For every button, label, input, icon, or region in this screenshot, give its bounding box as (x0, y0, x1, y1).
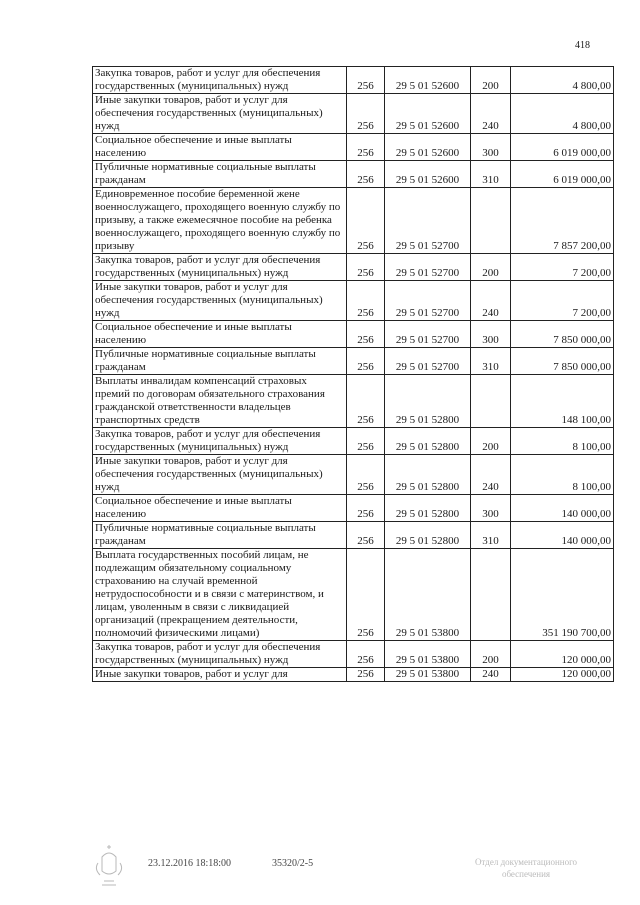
vr-code: 300 (471, 134, 511, 161)
ved-code: 256 (347, 668, 385, 682)
table-row (93, 254, 614, 281)
department-stamp (446, 856, 606, 886)
item-name: Публичные нормативные социальные выплаты гражданам (93, 522, 347, 549)
amount: 4 800,00 (511, 94, 614, 134)
csr-code: 29 5 01 53800 (385, 641, 471, 668)
item-name: Закупка товаров, работ и услуг для обеспечения государственных (муниципальных) нужд (93, 641, 347, 668)
amount: 4 800,00 (511, 67, 614, 94)
ved-code: 256 (347, 188, 385, 254)
table-row (93, 321, 614, 348)
vr-code (471, 188, 511, 254)
stamp-line: Отдел документационного (474, 857, 578, 867)
table-row (93, 348, 614, 375)
amount: 140 000,00 (511, 495, 614, 522)
ved-code: 256 (347, 321, 385, 348)
item-name: Социальное обеспечение и иные выплаты населению (93, 495, 347, 522)
stamp-line: обеспечения (501, 869, 551, 879)
amount: 140 000,00 (511, 522, 614, 549)
vr-code: 240 (471, 668, 511, 682)
vr-code: 200 (471, 428, 511, 455)
table-row (93, 641, 614, 668)
table-row (93, 188, 614, 254)
csr-code: 29 5 01 53800 (385, 668, 471, 682)
vr-code: 310 (471, 348, 511, 375)
item-name: Закупка товаров, работ и услуг для обеспечения государственных (муниципальных) нужд (93, 67, 347, 94)
ved-code: 256 (347, 161, 385, 188)
ved-code: 256 (347, 455, 385, 495)
ved-code: 256 (347, 641, 385, 668)
ved-code: 256 (347, 549, 385, 641)
table-row (93, 161, 614, 188)
ved-code: 256 (347, 348, 385, 375)
amount: 148 100,00 (511, 375, 614, 428)
footer-doc-number: 35320/2-5 (272, 858, 314, 869)
csr-code: 29 5 01 52600 (385, 161, 471, 188)
table-row (93, 94, 614, 134)
csr-code: 29 5 01 52600 (385, 134, 471, 161)
csr-code: 29 5 01 52800 (385, 455, 471, 495)
item-name: Единовременное пособие беременной жене военнослужащего, проходящего военную службу по призыву, а также ежемесячное пособие на ребенка военнослужащего, проходящего военную службу по призыву (93, 188, 347, 254)
csr-code: 29 5 01 52800 (385, 495, 471, 522)
ved-code: 256 (347, 94, 385, 134)
item-name: Иные закупки товаров, работ и услуг для обеспечения государственных (муниципальных) нужд (93, 94, 347, 134)
vr-code: 240 (471, 281, 511, 321)
ved-code: 256 (347, 522, 385, 549)
table-row (93, 134, 614, 161)
csr-code: 29 5 01 53800 (385, 549, 471, 641)
item-name: Выплаты инвалидам компенсаций страховых премий по договорам обязательного страхования гражданской ответственности владельцев транспортных средств (93, 375, 347, 428)
csr-code: 29 5 01 52600 (385, 67, 471, 94)
vr-code (471, 375, 511, 428)
amount: 7 850 000,00 (511, 321, 614, 348)
amount: 7 850 000,00 (511, 348, 614, 375)
ved-code: 256 (347, 134, 385, 161)
table-row (93, 549, 614, 641)
table-row (93, 668, 614, 682)
vr-code: 240 (471, 455, 511, 495)
amount: 120 000,00 (511, 641, 614, 668)
csr-code: 29 5 01 52700 (385, 348, 471, 375)
amount: 7 200,00 (511, 281, 614, 321)
item-name: Социальное обеспечение и иные выплаты населению (93, 321, 347, 348)
emblem-icon (92, 843, 126, 889)
item-name: Публичные нормативные социальные выплаты гражданам (93, 161, 347, 188)
csr-code: 29 5 01 52800 (385, 428, 471, 455)
amount: 351 190 700,00 (511, 549, 614, 641)
item-name: Закупка товаров, работ и услуг для обеспечения государственных (муниципальных) нужд (93, 428, 347, 455)
amount: 6 019 000,00 (511, 134, 614, 161)
page-number: 418 (575, 40, 590, 51)
vr-code: 310 (471, 522, 511, 549)
table-row (93, 375, 614, 428)
vr-code: 240 (471, 94, 511, 134)
amount: 8 100,00 (511, 455, 614, 495)
vr-code (471, 549, 511, 641)
item-name: Социальное обеспечение и иные выплаты населению (93, 134, 347, 161)
csr-code: 29 5 01 52800 (385, 522, 471, 549)
item-name: Выплата государственных пособий лицам, не подлежащим обязательному социальному страхованию на случай временной нетрудоспособности и в связи с материнством, и лицам, уволенным в связи с ликвидацией организаций (прекращением деятельности, полномочий физическими лицами) (93, 549, 347, 641)
amount: 7 200,00 (511, 254, 614, 281)
ved-code: 256 (347, 254, 385, 281)
vr-code: 300 (471, 321, 511, 348)
table-row (93, 428, 614, 455)
vr-code: 300 (471, 495, 511, 522)
amount: 7 857 200,00 (511, 188, 614, 254)
vr-code: 310 (471, 161, 511, 188)
csr-code: 29 5 01 52700 (385, 321, 471, 348)
vr-code: 200 (471, 67, 511, 94)
item-name: Иные закупки товаров, работ и услуг для обеспечения государственных (муниципальных) нужд (93, 281, 347, 321)
item-name: Публичные нормативные социальные выплаты гражданам (93, 348, 347, 375)
csr-code: 29 5 01 52600 (385, 94, 471, 134)
footer-date: 23.12.2016 18:18:00 (148, 858, 232, 869)
budget-table (92, 66, 614, 682)
amount: 6 019 000,00 (511, 161, 614, 188)
item-name: Иные закупки товаров, работ и услуг для обеспечения государственных (муниципальных) нужд (93, 455, 347, 495)
item-name: Иные закупки товаров, работ и услуг для (93, 668, 347, 682)
csr-code: 29 5 01 52800 (385, 375, 471, 428)
amount: 120 000,00 (511, 668, 614, 682)
csr-code: 29 5 01 52700 (385, 254, 471, 281)
vr-code: 200 (471, 254, 511, 281)
item-name: Закупка товаров, работ и услуг для обеспечения государственных (муниципальных) нужд (93, 254, 347, 281)
table-row (93, 522, 614, 549)
ved-code: 256 (347, 375, 385, 428)
table-row (93, 281, 614, 321)
vr-code: 200 (471, 641, 511, 668)
ved-code: 256 (347, 281, 385, 321)
csr-code: 29 5 01 52700 (385, 281, 471, 321)
ved-code: 256 (347, 495, 385, 522)
ved-code: 256 (347, 428, 385, 455)
ved-code: 256 (347, 67, 385, 94)
table-row (93, 67, 614, 94)
table-row (93, 495, 614, 522)
table-row (93, 455, 614, 495)
amount: 8 100,00 (511, 428, 614, 455)
csr-code: 29 5 01 52700 (385, 188, 471, 254)
